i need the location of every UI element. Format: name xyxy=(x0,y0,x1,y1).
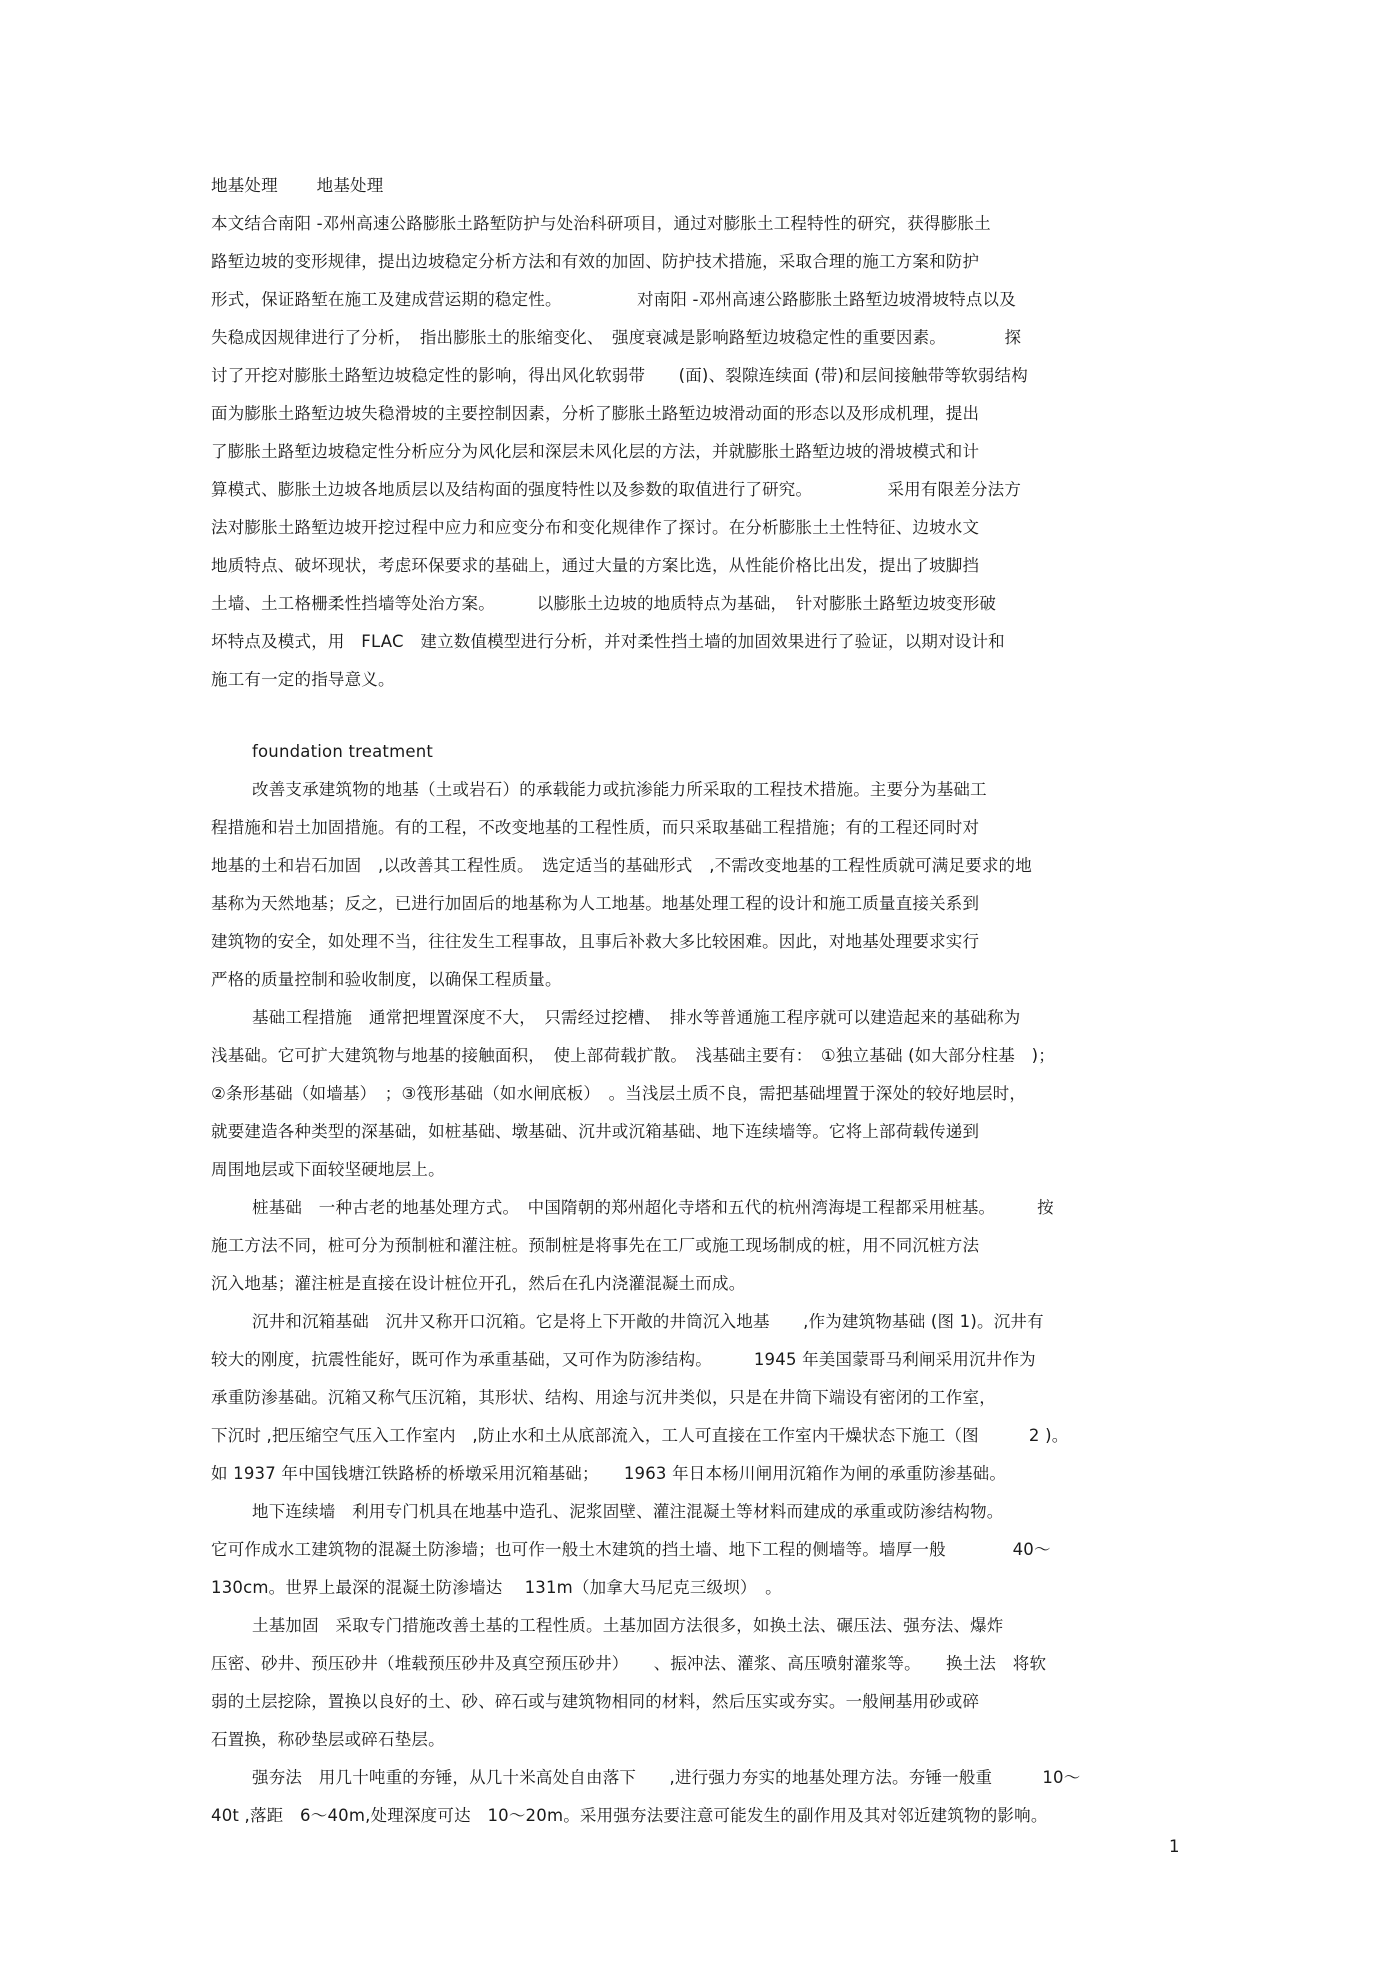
text-line: 桩基础 一种古老的地基处理方式。 中国隋朝的郑州超化寺塔和五代的杭州湾海堤工程都采用桩基。 按 xyxy=(252,1198,1054,1217)
text-line: 失稳成因规律进行了分析， 指出膨胀土的胀缩变化、 强度衰减是影响路堑边坡稳定性的重要因素。 探 xyxy=(211,328,1022,347)
text-line: 周围地层或下面较坚硬地层上。 xyxy=(211,1160,445,1179)
text-line: 法对膨胀土路堑边坡开挖过程中应力和应变分布和变化规律作了探讨。在分析膨胀土土性特征、边坡水文 xyxy=(211,518,980,537)
text-line: 施工方法不同，桩可分为预制桩和灌注桩。预制桩是将事先在工厂或施工现场制成的桩，用不同沉桩方法 xyxy=(211,1236,980,1255)
text-line: 本文结合南阳 -邓州高速公路膨胀土路堑防护与处治科研项目，通过对膨胀土工程特性的研究，获得膨胀土 xyxy=(211,214,991,233)
text-line: 土墙、土工格栅柔性挡墙等处治方案。 以膨胀土边坡的地质特点为基础， 针对膨胀土路堑边坡变形破 xyxy=(211,594,997,613)
text-line: 就要建造各种类型的深基础，如桩基础、墩基础、沉井或沉箱基础、地下连续墙等。它将上部荷载传递到 xyxy=(211,1122,980,1141)
text-line: 形式，保证路堑在施工及建成营运期的稳定性。 对南阳 -邓州高速公路膨胀土路堑边坡滑坡特点以及 xyxy=(211,290,1016,309)
page-number: 1 xyxy=(1169,1837,1180,1856)
text-line: 讨了开挖对膨胀土路堑边坡稳定性的影响，得出风化软弱带 (面)、裂隙连续面 (带)和层间接触带等软弱结构 xyxy=(211,366,1028,385)
text-line: 压密、砂井、预压砂井（堆载预压砂井及真空预压砂井） 、振冲法、灌浆、高压喷射灌浆等。 换土法 将软 xyxy=(211,1654,1047,1673)
text-line: 下沉时 ,把压缩空气压入工作室内 ,防止水和土从底部流入，工人可直接在工作室内干燥状态下施工（图 2 )。 xyxy=(211,1426,1069,1445)
text-line: ②条形基础（如墙基） ；③筏形基础（如水闸底板） 。当浅层土质不良，需把基础埋置于深处的较好地层时， xyxy=(211,1084,1027,1103)
text-line: 它可作成水工建筑物的混凝土防渗墙；也可作一般土木建筑的挡土墙、地下工程的侧墙等。墙厚一般 40～ xyxy=(211,1540,1051,1559)
english-term: foundation treatment xyxy=(252,742,434,761)
text-line: 了膨胀土路堑边坡稳定性分析应分为风化层和深层未风化层的方法，并就膨胀土路堑边坡的滑坡模式和计 xyxy=(211,442,980,461)
text-line: 浅基础。它可扩大建筑物与地基的接触面积， 使上部荷载扩散。 浅基础主要有： ①独立基础 (如大部分柱基 )； xyxy=(211,1046,1055,1065)
text-line: 程措施和岩土加固措施。有的工程，不改变地基的工程性质，而只采取基础工程措施；有的工程还同时对 xyxy=(211,818,980,837)
text-line: 严格的质量控制和验收制度，以确保工程质量。 xyxy=(211,970,562,989)
text-line: 如 1937 年中国钱塘江铁路桥的桥墩采用沉箱基础； 1963 年日本杨川闸用沉箱作为闸的承重防渗基础。 xyxy=(211,1464,1007,1483)
text-line: 强夯法 用几十吨重的夯锤，从几十米高处自由落下 ,进行强力夯实的地基处理方法。夯锤一般重 10～ xyxy=(252,1768,1081,1787)
text-line: 石置换，称砂垫层或碎石垫层。 xyxy=(211,1730,445,1749)
text-line: 基础工程措施 通常把埋置深度不大， 只需经过挖槽、 排水等普通施工程序就可以建造起来的基础称为 xyxy=(252,1008,1021,1027)
text-line: 改善支承建筑物的地基（土或岩石）的承载能力或抗渗能力所采取的工程技术措施。主要分为基础工 xyxy=(252,780,987,799)
text-line: 承重防渗基础。沉箱又称气压沉箱，其形状、结构、用途与沉井类似，只是在井筒下端设有密闭的工作室， xyxy=(211,1388,996,1407)
text-line: 沉井和沉箱基础 沉井又称开口沉箱。它是将上下开敞的井筒沉入地基 ,作为建筑物基础 (图 1)。沉井有 xyxy=(252,1312,1044,1331)
text-line: 地基的土和岩石加固 ,以改善其工程性质。 选定适当的基础形式 ,不需改变地基的工程性质就可满足要求的地 xyxy=(211,856,1032,875)
text-line: 较大的刚度，抗震性能好，既可作为承重基础，又可作为防渗结构。 1945 年美国蒙哥马利闸采用沉井作为 xyxy=(211,1350,1036,1369)
text-line: 面为膨胀土路堑边坡失稳滑坡的主要控制因素，分析了膨胀土路堑边坡滑动面的形态以及形成机理，提出 xyxy=(211,404,980,423)
text-line: 基称为天然地基；反之，已进行加固后的地基称为人工地基。地基处理工程的设计和施工质量直接关系到 xyxy=(211,894,980,913)
text-line: 算模式、膨胀土边坡各地质层以及结构面的强度特性以及参数的取值进行了研究。 采用有限差分法方 xyxy=(211,480,1022,499)
text-line: 土基加固 采取专门措施改善土基的工程性质。土基加固方法很多，如换土法、碾压法、强夯法、爆炸 xyxy=(252,1616,1004,1635)
text-line: 地下连续墙 利用专门机具在地基中造孔、泥浆固壁、灌注混凝土等材料而建成的承重或防渗结构物。 xyxy=(252,1502,1004,1521)
text-line: 坏特点及模式，用 FLAC 建立数值模型进行分析，并对柔性挡土墙的加固效果进行了验证，以期对设计和 xyxy=(211,632,1005,651)
text-line: 施工有一定的指导意义。 xyxy=(211,670,395,689)
text-line: 沉入地基；灌注桩是直接在设计桩位开孔，然后在孔内浇灌混凝土而成。 xyxy=(211,1274,746,1293)
text-line: 建筑物的安全，如处理不当，往往发生工程事故，且事后补救大多比较困难。因此，对地基处理要求实行 xyxy=(211,932,980,951)
text-line: 路堑边坡的变形规律，提出边坡稳定分析方法和有效的加固、防护技术措施，采取合理的施工方案和防护 xyxy=(211,252,980,271)
text-line: 弱的土层挖除，置换以良好的土、砂、碎石或与建筑物相同的材料，然后压实或夯实。一般闸基用砂或碎 xyxy=(211,1692,980,1711)
text-line: 40t ,落距 6～40m,处理深度可达 10～20m。采用强夯法要注意可能发生的副作用及其对邻近建筑物的影响。 xyxy=(211,1806,1048,1825)
text-line: 130cm。世界上最深的混凝土防渗墙达 131m（加拿大马尼克三级坝） 。 xyxy=(211,1578,782,1597)
heading-line: 地基处理 地基处理 xyxy=(211,176,384,195)
text-line: 地质特点、破坏现状，考虑环保要求的基础上，通过大量的方案比选，从性能价格比出发，提出了坡脚挡 xyxy=(211,556,980,575)
